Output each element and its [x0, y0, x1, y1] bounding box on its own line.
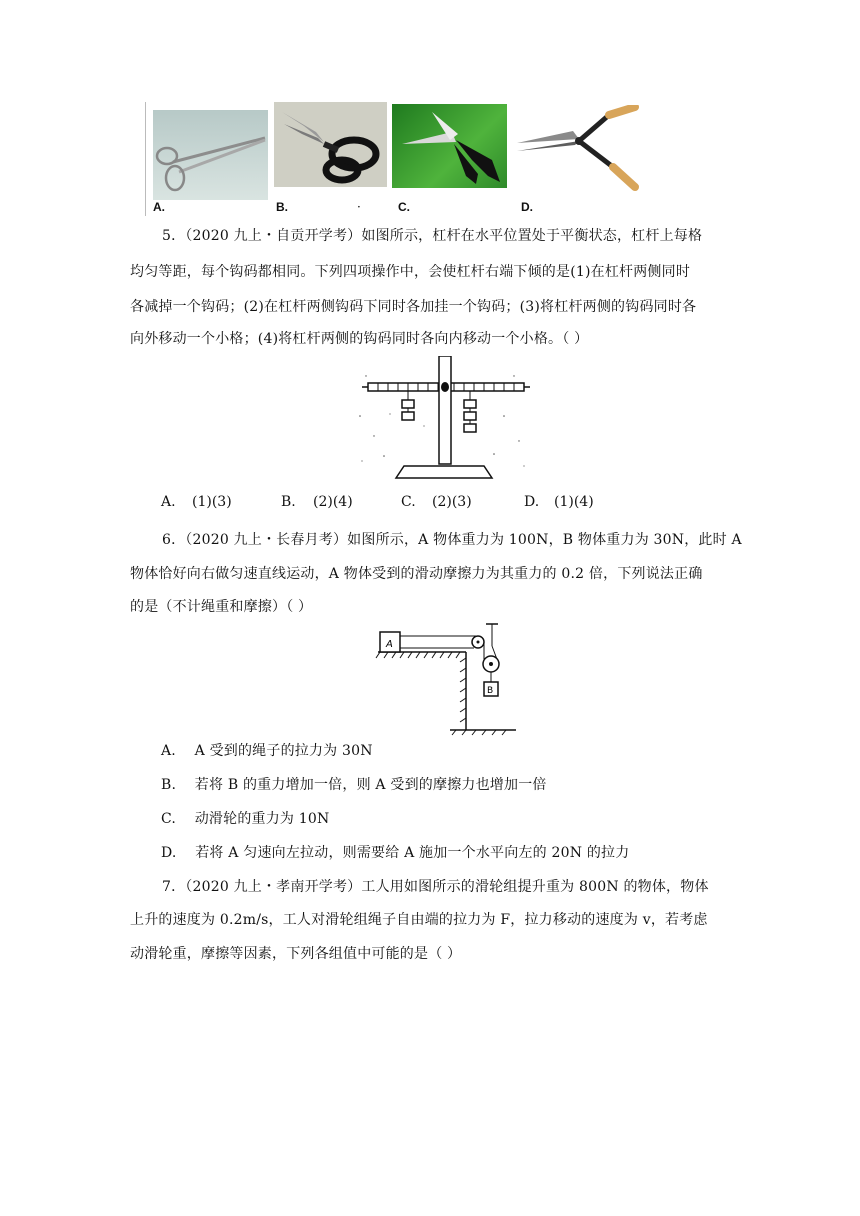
image-c-label: C. [398, 200, 410, 214]
q6-line-1: 6．（2020 九上・长春月考）如图所示，A 物体重力为 100N，B 物体重力为 30N，此时 A [162, 532, 742, 548]
q5-option-b-letter[interactable]: B. [281, 494, 296, 510]
image-a-scissors [153, 110, 268, 200]
q6-option-d-text[interactable]: 若将 A 匀速向左拉动，则需要给 A 施加一个水平向左的 20N 的拉力 [195, 845, 630, 861]
q7-line-2: 上升的速度为 0.2m/s，工人对滑轮组绳子自由端的拉力为 F，拉力移动的速度为 v，若考虑 [130, 912, 708, 928]
q5-option-a-letter[interactable]: A. [161, 494, 176, 510]
q5-option-c-letter[interactable]: C. [401, 494, 416, 510]
q5-line-1: 5．（2020 九上・自贡开学考）如图所示，杠杆在水平位置处于平衡状态，杠杆上每格 [162, 228, 703, 244]
q7-line-3: 动滑轮重，摩擦等因素，下列各组值中可能的是（ ） [130, 946, 462, 962]
image-c-hedge-shears [392, 104, 507, 188]
q6-option-b[interactable] [161, 775, 547, 795]
q5-option-d-letter[interactable]: D. [524, 494, 540, 510]
image-d-garden-shears [513, 105, 643, 193]
q5-line-4: 向外移动一个小格；(4)将杠杆两侧的钩码同时各向内移动一个小格。（ ） [130, 331, 589, 347]
q6-option-b-text[interactable]: 若将 B 的重力增加一倍，则 A 受到的摩擦力也增加一倍 [194, 777, 547, 793]
image-d-label: D. [521, 200, 533, 214]
left-border-line [145, 102, 146, 216]
q6-line-2: 物体恰好向右做匀速直线运动，A 物体受到的滑动摩擦力为其重力的 0.2 倍，下列说法正确 [130, 566, 703, 582]
q6-option-a-text[interactable]: A 受到的绳子的拉力为 30N [194, 743, 373, 759]
q7-line-1: 7．（2020 九上・孝南开学考）工人用如图所示的滑轮组提升重为 800N 的物体，物体 [162, 879, 709, 895]
q5-line-2: 均匀等距，每个钩码都相同。下列四项操作中，会使杠杆右端下倾的是(1)在杠杆两侧同时 [130, 264, 691, 280]
q6-option-c-letter[interactable]: C. [161, 811, 177, 827]
q6-option-d[interactable] [161, 843, 629, 863]
image-b-dot: · [357, 200, 361, 214]
image-b-tin-snips [274, 102, 387, 187]
q5-option-b-text[interactable]: (2)(4) [313, 494, 353, 510]
block-a-label: A [386, 639, 393, 650]
q6-option-c[interactable] [161, 809, 329, 829]
q6-option-c-text[interactable]: 动滑轮的重力为 10N [194, 811, 330, 827]
q5-option-a-text[interactable]: (1)(3) [192, 494, 232, 510]
q5-option-d-text[interactable]: (1)(4) [554, 494, 594, 510]
q6-line-3: 的是（不计绳重和摩擦）（ ） [130, 599, 313, 615]
pulley-figure [374, 622, 520, 736]
scissors-images-row [145, 102, 645, 216]
q6-option-d-letter[interactable]: D. [161, 845, 177, 861]
q6-option-a-letter[interactable]: A. [161, 743, 176, 759]
q5-option-c-text[interactable]: (2)(3) [432, 494, 472, 510]
q6-option-a[interactable] [161, 741, 373, 761]
q6-option-b-letter[interactable]: B. [161, 777, 177, 793]
q5-line-3: 各减掉一个钩码；(2)在杠杆两侧钩码下同时各加挂一个钩码；(3)将杠杆两侧的钩码同时各 [130, 299, 697, 315]
lever-figure [354, 356, 534, 480]
block-b-label: B [487, 686, 494, 696]
image-b-label: B. [276, 200, 288, 214]
q5-options [161, 494, 681, 514]
image-a-label: A. [153, 200, 165, 214]
